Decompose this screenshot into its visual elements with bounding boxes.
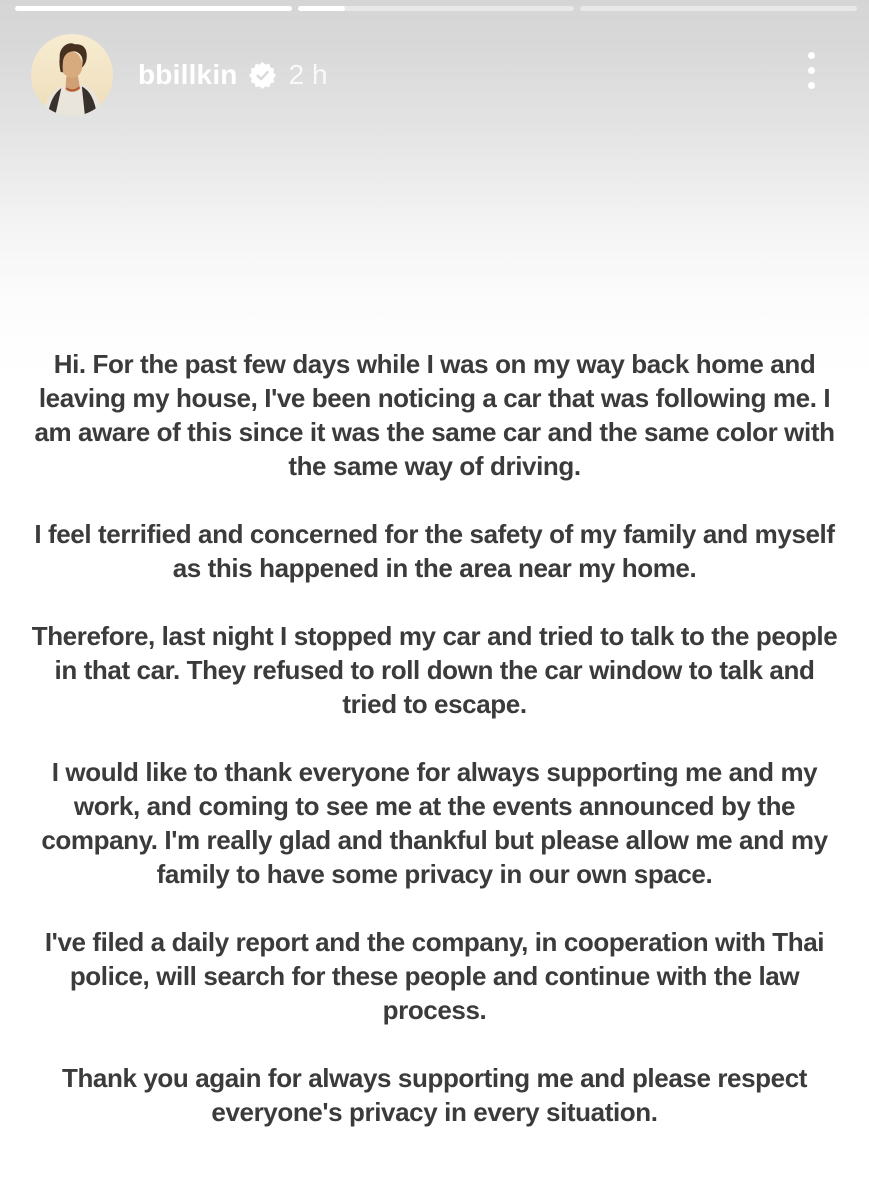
progress-segment-3 [580, 6, 857, 11]
progress-segment-1-fill [15, 6, 292, 11]
more-options-icon [808, 82, 815, 89]
progress-segment-1 [15, 6, 292, 11]
statement-paragraph: Therefore, last night I stopped my car and tried to talk to the people in that car. They refused to roll down the car window to talk and tried to escape. [31, 621, 838, 719]
statement-paragraph: Thank you again for always supporting me and please respect everyone's privacy in every situation. [61, 1063, 808, 1127]
statement-paragraph: I've filed a daily report and the company, in cooperation with Thai police, will search for these people and continue with the law process. [44, 927, 825, 1025]
statement-paragraph: I feel terrified and concerned for the safety of my family and myself as this happened in the area near my home. [34, 519, 835, 583]
statement-paragraph: I would like to thank everyone for always supporting me and my work, and coming to see me at the events announced by the company. I'm really glad and thankful but please allow me and my family to have some privacy in our own space. [41, 757, 828, 889]
more-options-icon [808, 52, 815, 59]
profile-photo [31, 34, 113, 116]
avatar[interactable] [31, 34, 113, 116]
username[interactable]: bbillkin [138, 59, 238, 90]
more-options-button[interactable] [800, 46, 822, 94]
story-progress-bar [15, 6, 857, 11]
timestamp: 2 h [288, 59, 328, 90]
statement-text [30, 347, 839, 1129]
verified-badge-icon [249, 62, 276, 89]
more-options-icon [808, 67, 815, 74]
progress-segment-2-fill [298, 6, 345, 11]
user-line [138, 59, 328, 91]
story-header [31, 33, 829, 117]
progress-segment-2 [298, 6, 575, 11]
statement-paragraph: Hi. For the past few days while I was on my way back home and leaving my house, I've been noticing a car that was following me. I am aware of this since it was the same car and the same color with the same way of driving. [34, 349, 835, 481]
